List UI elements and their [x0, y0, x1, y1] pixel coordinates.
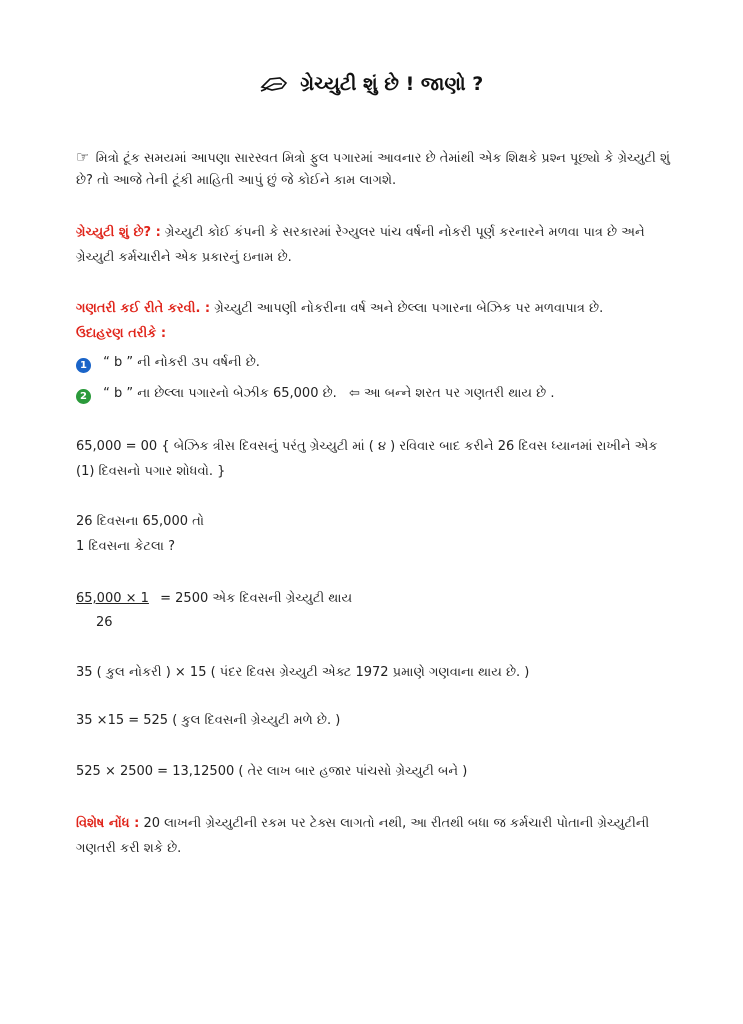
- point-1-text: “ b ” ની નોકરી ૩૫ વર્ષની છે.: [103, 355, 260, 370]
- left-arrow-icon: ⇦: [348, 386, 360, 401]
- division-line: [76, 590, 676, 608]
- number-two-icon: 2: [76, 389, 91, 404]
- definition-line-1: [76, 224, 676, 242]
- point-2-text: “ b ” ના છેલ્લા પગારનો બેઝીક 65,000 છે.: [103, 386, 337, 401]
- special-note-heading: વિશેષ નોંધ :: [76, 816, 140, 831]
- page-title-row: [0, 73, 743, 95]
- pointing-hand-icon: ☞: [76, 148, 90, 166]
- definition-heading: ગ્રેચ્યુટી શું છે? :: [76, 225, 161, 240]
- point-1: [76, 354, 676, 373]
- point-2-note: આ બન્ને શરત પર ગણતરી થાય છે .: [363, 386, 555, 401]
- special-note-text-2: ગણતરી કરી શકે છે.: [76, 841, 182, 856]
- intro-text-1: મિત્રો ટૂંક સમયમાં આપણા સારસ્વત મિત્રો ફુલ પગારમાં આવનાર છે તેમાંથી એક શિક્ષકે પ્રશ્ન પૂછ્યો કે ગ્રેચ્યુટી શું: [95, 151, 670, 166]
- division-denominator: 26: [96, 615, 113, 630]
- special-note-text-1: 20 લાખની ગ્રેચ્યુટીની રકમ પર ટેક્સ લાગતો નથી, આ રીતથી બધા જ કર્મચારી પોતાની ગ્રેચ્યુટીની: [143, 816, 650, 831]
- example-heading: ઉદાહરણ તરીકે :: [76, 326, 167, 341]
- calculation-heading: ગણતરી કઈ રીતે કરવી. :: [76, 301, 211, 316]
- calculation-text: ગ્રેચ્યુટી આપણી નોકરીના વર્ષ અને છેલ્લા પગારના બેઝિક પર મળવાપાત્ર છે.: [214, 301, 604, 316]
- writing-hand-icon: [260, 75, 290, 93]
- number-one-icon: 1: [76, 358, 91, 373]
- point-2: [76, 385, 676, 404]
- page-title: ગ્રેચ્યુટી શું છે ! જાણો ?: [300, 73, 484, 95]
- intro-line-1: [76, 148, 676, 168]
- proportion-line-1: 26 દિવસના 65,000 તો: [76, 514, 204, 529]
- basic-line-1: 65,000 = 00 { બેઝિક ત્રીસ દિવસનું પરંતુ ગ્રેચ્યુટી માં ( ૪ ) રવિવાર બાદ કરીને 26 દિવસ ધ્યાનમાં રાખીને એક: [76, 439, 658, 454]
- basic-line-2: (1) દિવસનો પગાર શોધવો. }: [76, 464, 226, 479]
- intro-text-2: છે? તો આજે તેની ટૂંકી માહિતી આપું છું જે કોઈને કામ લાગશે.: [76, 173, 397, 188]
- formula-row-3: 525 × 2500 = 13,12500 ( તેર લાખ બાર હજાર પાંચસો ગ્રેચ્યુટી બને ): [76, 764, 468, 779]
- formula-row-2: 35 ×15 = 525 ( કુલ દિવસની ગ્રેચ્યુટી મળે છે. ): [76, 713, 341, 728]
- formula-row-1: 35 ( કુલ નોકરી ) × 15 ( પંદર દિવસ ગ્રેચ્યુટી એક્ટ 1972 પ્રમાણે ગણવાના થાય છે. ): [76, 665, 530, 680]
- definition-text-2: ગ્રેચ્યુટી કર્મચારીને એક પ્રકારનું ઇનામ છે.: [76, 250, 292, 265]
- calculation-line: [76, 300, 676, 318]
- definition-text-1: ગ્રેચ્યુટી કોઈ કંપની કે સરકારમાં રેગ્યુલર પાંચ વર્ષની નોકરી પૂર્ણ કરનારને મળવા પાત્ર છે અને: [164, 225, 645, 240]
- division-numerator: 65,000 × 1: [76, 591, 149, 606]
- division-result: = 2500 એક દિવસની ગ્રેચ્યુટી થાય: [160, 591, 353, 606]
- special-note-line-1: [76, 815, 676, 833]
- proportion-line-2: 1 દિવસના કેટલા ?: [76, 539, 176, 554]
